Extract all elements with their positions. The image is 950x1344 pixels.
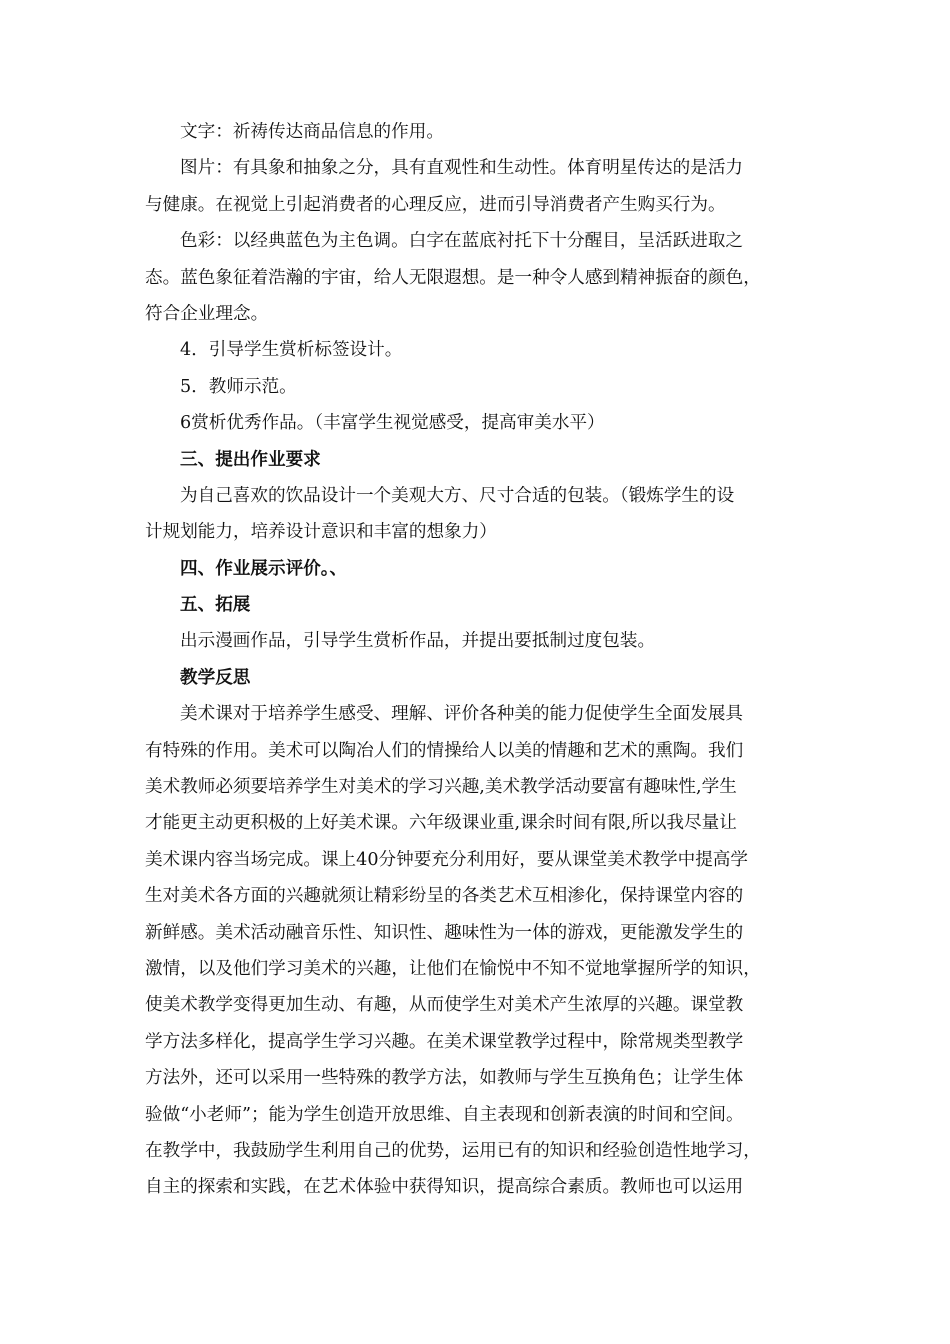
section-heading-5: 五、拓展 <box>180 594 251 616</box>
paragraph-image-line-1: 图片：有具象和抽象之分，具有直观性和生动性。体育明星传达的是活力 <box>180 158 744 179</box>
reflection-line-4: 才能更主动更积极的上好美术课。六年级课业重,课余时间有限,所以我尽量让 <box>145 813 737 834</box>
document-page <box>145 114 805 1206</box>
reflection-line-2: 有特殊的作用。美术可以陶冶人们的情操给人以美的情趣和艺术的熏陶。我们 <box>145 740 744 761</box>
reflection-line-14: 自主的探索和实践，在艺术体验中获得知识，提高综合素质。教师也可以运用 <box>145 1177 744 1198</box>
reflection-line-8: 激情，以及他们学习美术的兴趣，让他们在愉悦中不知不觉地掌握所学的知识， <box>145 958 761 979</box>
paragraph-color-line-3: 符合企业理念。 <box>145 303 269 324</box>
homework-line-2: 计规划能力，培养设计意识和丰富的想象力） <box>145 522 497 543</box>
homework-line-1: 为自己喜欢的饮品设计一个美观大方、尺寸合适的包装。（锻炼学生的设 <box>180 485 735 506</box>
reflection-line-9: 使美术教学变得更加生动、有趣，从而使学生对美术产生浓厚的兴趣。课堂教 <box>145 995 744 1016</box>
reflection-line-6: 生对美术各方面的兴趣就须让精彩纷呈的各类艺术互相渗化，保持课堂内容的 <box>145 886 744 907</box>
reflection-line-11: 方法外，还可以采用一些特殊的教学方法，如教师与学生互换角色；让学生体 <box>145 1068 744 1089</box>
reflection-line-13: 在教学中，我鼓励学生利用自己的优势，运用已有的知识和经验创造性地学习， <box>145 1140 761 1161</box>
reflection-line-5: 美术课内容当场完成。课上40分钟要充分利用好，要从课堂美术教学中提高学 <box>145 849 748 870</box>
reflection-heading: 教学反思 <box>180 666 251 688</box>
list-item-6: 6赏析优秀作品。（丰富学生视觉感受，提高审美水平） <box>180 413 605 434</box>
reflection-line-10: 学方法多样化，提高学生学习兴趣。在美术课堂教学过程中，除常规类型教学 <box>145 1031 744 1052</box>
extension-line: 出示漫画作品，引导学生赏析作品，并提出要抵制过度包装。 <box>180 631 656 652</box>
list-item-5: 5．教师示范。 <box>180 376 297 397</box>
paragraph-text-line: 文字：祈祷传达商品信息的作用。 <box>180 122 444 142</box>
list-item-4: 4．引导学生赏析标签设计。 <box>180 340 403 361</box>
reflection-line-3: 美术教师必须要培养学生对美术的学习兴趣,美术教学活动要富有趣味性,学生 <box>145 777 737 798</box>
reflection-line-12: 验做“小老师”；能为学生创造开放思维、自主表现和创新表演的时间和空间。 <box>145 1104 744 1125</box>
section-heading-3: 三、提出作业要求 <box>180 448 321 470</box>
section-heading-4: 四、作业展示评价。、 <box>180 557 348 579</box>
paragraph-color-line-1: 色彩：以经典蓝色为主色调。白字在蓝底衬托下十分醒目，呈活跃进取之 <box>180 231 744 252</box>
paragraph-color-line-2: 态。蓝色象征着浩瀚的宇宙，给人无限遐想。是一种令人感到精神振奋的颜色， <box>145 267 761 288</box>
reflection-line-7: 新鲜感。美术活动融音乐性、知识性、趣味性为一体的游戏，更能激发学生的 <box>145 922 744 943</box>
reflection-line-1: 美术课对于培养学生感受、理解、评价各种美的能力促使学生全面发展具 <box>180 704 744 725</box>
paragraph-image-line-2: 与健康。在视觉上引起消费者的心理反应，进而引导消费者产生购买行为。 <box>145 194 726 215</box>
